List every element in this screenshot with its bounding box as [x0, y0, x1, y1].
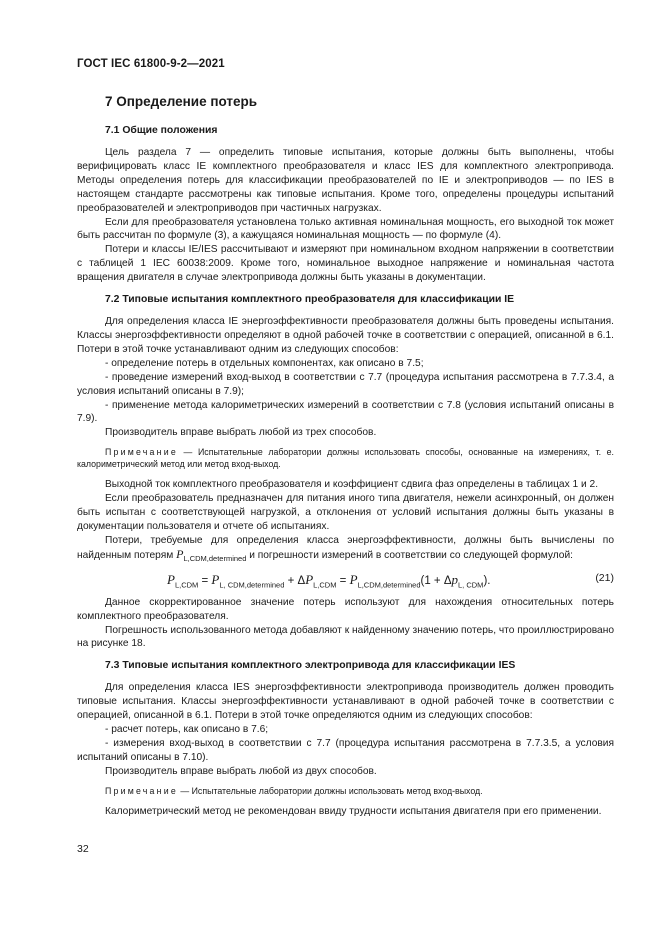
s73-list-item-2: - измерения вход-выход в соответствии с 7.7 (процедура испытания рассмотрена в 7.7.3.5, а условия испытаний описаны в 7.10).	[77, 737, 614, 763]
s72-paragraph-6: Данное скорректированное значение потерь используют для нахождения относительных потерь комплектного преобразователя.	[77, 596, 614, 622]
s73-note	[77, 785, 614, 797]
formula-expression: $P_{L,CDM} = P_{L, CDM,determined} + \Delta P_{L,CDM} = P_{L,CDM,determined}(1 + \Delta p_{L, CDM})$.	[167, 571, 491, 589]
section-7-title: 7 Определение потерь	[105, 94, 258, 109]
s73-list-item-1: - расчет потерь, как описано в 7.6;	[105, 724, 269, 736]
s72-paragraph-5	[77, 534, 614, 566]
s71-paragraph-3: Потери и классы IE/IES рассчитывают и измеряют при номинальном входном напряжении в соответствии с таблицей 1 IEC 60038:2009. Кроме того, номинальное выходное напряжение и номинальная частота вращения двигателя в случае электропривода должны быть указаны в документации.	[77, 244, 614, 284]
s72-paragraph-7: Погрешность использованного метода добавляют к найденному значению потерь, что проиллюстрировано на рисунке 18.	[77, 624, 614, 650]
note-label: Примечание	[105, 447, 178, 458]
formula-number: (21)	[595, 571, 614, 584]
section-7-2-title: 7.2 Типовые испытания комплектного преобразователя для классификации IE	[105, 294, 515, 306]
note-text: — Испытательные лаборатории должны использовать способы, основанные на измерениях, т. е. калориметрический метод или метод вход-выход.	[77, 447, 614, 470]
note-label: Примечание	[105, 785, 178, 796]
s73-paragraph-3: Калориметрический метод не рекомендован ввиду трудности испытания двигателя при его применении.	[105, 805, 602, 817]
s72-paragraph-1: Для определения класса IE энергоэффективности преобразователя должны быть проведены испытания. Классы энергоэффективности определяют в одной рабочей точке в соответствии с операцией, описанной в 6.1. Потери в этой точке устанавливают одним из следующих способов:	[77, 316, 614, 355]
note-text: — Испытательные лаборатории должны использовать метод вход-выход.	[177, 785, 483, 796]
formula-21	[77, 570, 614, 592]
s72-paragraph-4: Если преобразователь предназначен для питания иного типа двигателя, нежели асинхронный, он должен быть испытан с соответствующей нагрузкой, а отклонения от условий испытания должны быть указаны в документации пользователя и отчете об испытаниях.	[77, 493, 614, 532]
s72-note	[77, 446, 614, 470]
p-loss-symbol: P	[176, 546, 184, 561]
s72-list-item-1: - определение потерь в отдельных компонентах, как описано в 7.5;	[105, 357, 424, 369]
s73-paragraph-1: Для определения класса IES энергоэффективности электропривода производитель должен проводить типовые испытания. Классы энергоэффективности устанавливают в одной рабочей точке в соответствии с операцией, описанной в 6.1. Потери в этой точке определяются одним из следующих способов:	[77, 682, 614, 722]
s72-list-item-3: - применение метода калориметрических измерений в соответствии с 7.8 (условия испытаний описаны в 7.9).	[77, 399, 614, 425]
p5-text-b: и погрешности измерений в соответствии со следующей формулой:	[246, 549, 573, 561]
document-header: ГОСТ IEC 61800-9-2—2021	[77, 58, 225, 70]
s72-paragraph-2: Производитель вправе выбрать любой из трех способов.	[105, 427, 377, 439]
page-number: 32	[77, 843, 89, 855]
s71-paragraph-2: Если для преобразователя установлена только активная номинальная мощность, его выходной ток может быть рассчитан по формуле (3), а кажущаяся номинальная мощность — по формуле (4).	[77, 216, 614, 242]
section-7-3-title: 7.3 Типовые испытания комплектного электропривода для классификации IES	[105, 660, 516, 672]
s71-paragraph-1: Цель раздела 7 — определить типовые испытания, которые должны быть выполнены, чтобы верифицировать класс IE комплектного преобразователя и класс IES для комплектного электропривода. Методы определения потерь для классификации преобразователей по IE и электроприводов — по IES в настоящем стандарте рассмотрены как типовые испытания. Кроме того, определены процедуры испытаний преобразователей и электроприводов при частичных нагрузках.	[77, 147, 614, 214]
p-loss-subscript: L,CDM,determined	[183, 553, 247, 563]
s73-paragraph-2: Производитель вправе выбрать любой из двух способов.	[105, 765, 377, 777]
s72-list-item-2: - проведение измерений вход-выход в соответствии с 7.7 (процедура испытания рассмотрена в 7.7.3.4, а условия испытаний описаны в 7.9);	[77, 371, 614, 397]
document-page	[77, 58, 614, 819]
s72-paragraph-3: Выходной ток комплектного преобразователя и коэффициент сдвига фаз определены в таблицах 1 и 2.	[105, 479, 599, 491]
p5-text-a: Потери, требуемые для определения класса энергоэффективности, должны быть вычислены по найденным потерям	[77, 534, 614, 561]
section-7-1-title: 7.1 Общие положения	[105, 125, 218, 136]
